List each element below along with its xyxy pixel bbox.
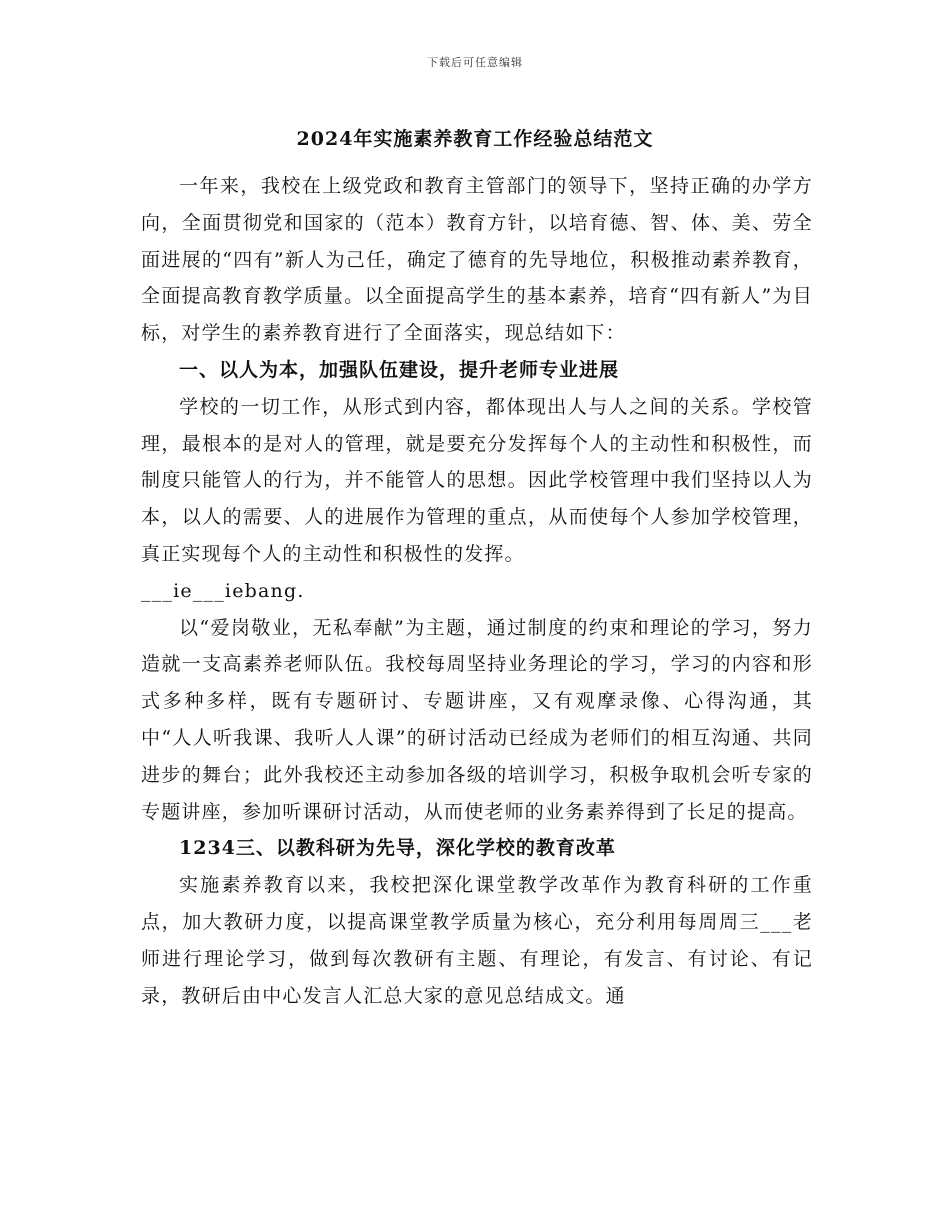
section-heading-1: 一、以人为本，加强队伍建设，提升老师专业进展 <box>179 358 620 381</box>
section-1-paragraph-1: 学校的一切工作，从形式到内容，都体现出人与人之间的关系。学校管理，最根本的是对人的管理，就是要充分发挥每个人的主动性和积极性，而制度只能管人的行为，并不能管人的思想。因此学校管理中我们坚持以人为本，以人的需要、人的进展作为管理的重点，从而使每个人参加学校管理，真正实现每个人的主动性和积极性的发挥。 <box>141 395 813 565</box>
section-1-paragraph-2: 以“爱岗敬业，无私奉献”为主题，通过制度的约束和理论的学习，努力造就一支高素养老师队伍。我校每周坚持业务理论的学习，学习的内容和形式多种多样，既有专题研讨、专题讲座，又有观摩录像、心得沟通，其中“人人听我课、我听人人课”的研讨活动已经成为老师们的相互沟通、共同进步的舞台；此外我校还主动参加各级的培训学习，积极争取机会听专家的专题讲座，参加听课研讨活动，从而使老师的业务素养得到了长足的提高。 <box>141 616 813 823</box>
section-heading-3: 1234三、以教科研为先导，深化学校的教育改革 <box>179 837 616 860</box>
document-body <box>141 168 813 1014</box>
document-title: 2024年实施素养教育工作经验总结范文 <box>296 128 654 150</box>
section-3-paragraph-1: 实施素养教育以来，我校把深化课堂教学改革作为教育科研的工作重点，加大教研力度，以提高课堂教学质量为核心，充分利用每周周三___老师进行理论学习，做到每次教研有主题、有理论，有发言、有讨论、有记录，教研后由中心发言人汇总大家的意见总结成文。通 <box>141 874 813 1007</box>
intro-paragraph: 一年来，我校在上级党政和教育主管部门的领导下，坚持正确的办学方向，全面贯彻党和国家的（范本）教育方针，以培育德、智、体、美、劳全面进展的“四有”新人为己任，确定了德育的先导地位，积极推动素养教育，全面提高教育教学质量。以全面提高学生的基本素养，培育“四有新人”为目标，对学生的素养教育进行了全面落实，现总结如下： <box>141 175 813 345</box>
stray-text-line: ___ie___iebang. <box>141 579 305 602</box>
header-note: 下载后可任意编辑 <box>427 56 523 69</box>
